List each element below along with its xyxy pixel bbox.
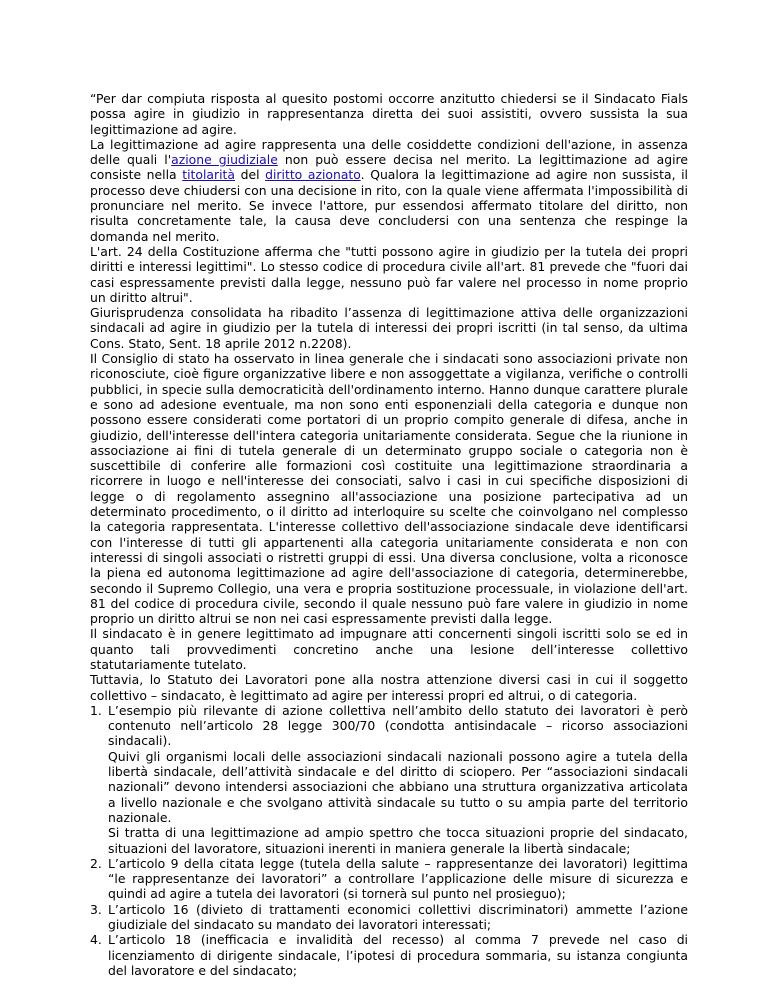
list-item [90, 855, 688, 902]
paragraph-statuto: Tuttavia, lo Statuto dei Lavoratori pone alla nostra attenzione diversi casi in cui il soggetto collettivo – sindacato, è legittimato ad agire per interessi propri ed altrui, o di categoria. [90, 672, 688, 703]
numbered-list [90, 703, 688, 978]
link-titolarita[interactable]: titolarità [182, 167, 235, 183]
list-item-text: L’articolo 16 (divieto di trattamenti economici collettivi discriminatori) ammette l’azione giudiziale del sindacato su mandato dei lavoratori interessati; [108, 901, 688, 933]
list-item [90, 702, 688, 856]
list-number: 3. [90, 901, 102, 917]
document-body [90, 91, 688, 978]
paragraph-consiglio-di-stato: Il Consiglio di stato ha osservato in linea generale che i sindacati sono associazioni private non riconosciute, cioè figure organizzative libere e non assoggettate a vigilanza, verifiche o controlli pubblici, in specie sulla democraticità dell'ordinamento interno. Hanno dunque carattere plurale e sono ad adesione eventuale, ma non sono enti esponenziali della categoria e dunque non possono essere considerati come portatori di un proprio compito generale di difesa, anche in giudizio, dell'interesse dell'intera categoria unitariamente considerata. Segue che la riunione in associazione ai fini di tutela generale di un determinato gruppo sociale o categoria non è suscettibile di conferire alle formazioni così costituite una legittimazione straordinaria a ricorrere in luogo e nell'interesse dei consociati, salvo i casi in cui specifiche disposizioni di legge o di regolamento assegnino all'associazione una posizione partecipativa ad un determinato procedimento, o il diritto ad interloquire su scelte che coinvolgano nel complesso la categoria rappresentata. L'interesse collettivo dell'associazione sindacale deve identificarsi con l'interesse di tutti gli appartenenti alla categoria unitariamente considerata e non con interessi di singoli associati o ristretti gruppi di essi. Una diversa conclusione, volta a riconosce la piena ed autonoma legittimazione ad agire dell'associazione di categoria, determinerebbe, secondo il Supremo Collegio, una vera e propria sostituzione processuale, in violazione dell'art. 81 del codice di procedura civile, secondo il quale nessuno può fare valere in giudizio in nome proprio un diritto altrui se non nei casi espressamente previsti dalla legge. [90, 351, 688, 627]
list-item-text: Quivi gli organismi locali delle associazioni sindacali nazionali possono agire a tutela della libertà sindacale, dell’attività sindacale e del diritto di sciopero. Per “associazioni sindacali nazionali” devono intendersi associazioni che abbiano una struttura organizzativa articolata a livello nazionale e che svolgano attività sindacale su tutto o su ampia parte del territorio nazionale. [108, 748, 688, 825]
paragraph-costituzione: L'art. 24 della Costituzione afferma che "tutti possono agire in giudizio per la tutela dei propri diritti e interessi legittimi". Lo stesso codice di procedura civile all'art. 81 prevede che "fuori dai casi espressamente previsti dalla legge, nessuno può far valere nel processo in nome proprio un diritto altrui". [90, 243, 688, 305]
paragraph-text: La legittimazione ad agire rappresenta una delle cosiddette condizioni dell'azione, in assenza delle quali l' [90, 136, 688, 168]
list-item [90, 932, 688, 978]
list-item-text: L’articolo 18 (inefficacia e invalidità del recesso) al comma 7 prevede nel caso di licenziamento di dirigente sindacale, l’ipotesi di procedura sommaria, su istanza congiunta del lavoratore e del sindacato; [108, 932, 688, 978]
list-item-text: Si tratta di una legittimazione ad ampio spettro che tocca situazioni proprie del sindacato, situazioni del lavoratore, situazioni inerenti in maniera generale la libertà sindacale; [108, 825, 688, 856]
list-number: 4. [90, 932, 102, 948]
paragraph-sindacato: Il sindacato è in genere legittimato ad impugnare atti concernenti singoli iscritti solo se ed in quanto tali provvedimenti concretino anche una lesione dell’interesse collettivo statutariamente tutelato. [90, 626, 688, 672]
paragraph-text: . Qualora la legittimazione ad agire non sussista, il processo deve chiudersi con una decisione in rito, con la quale viene affermata l'impossibilità di pronunciare nel merito. Se invece l'attore, pur essendosi affermato titolare del diritto, non risulta concretamente tale, la causa deve concludersi con una sentenza che respinge la domanda nel merito. [90, 167, 688, 244]
list-item-text: L’articolo 9 della citata legge (tutela della salute – rappresentanze dei lavoratori) legittima “le rappresentanze dei lavoratori” a controllare l’applicazione delle misure di sicurezza e quindi ad agire a tutela dei lavoratori (si tornerà sul punto nel prosieguo); [108, 855, 688, 902]
list-number: 1. [90, 702, 102, 718]
paragraph-legittimazione [90, 137, 688, 244]
paragraph-text: non può essere decisa nel merito. La legittimazione ad agire consiste nella [90, 152, 689, 183]
link-diritto-azionato[interactable]: diritto azionato [265, 167, 361, 183]
link-azione-giudiziale[interactable]: azione giudiziale [171, 152, 278, 168]
paragraph-giurisprudenza: Giurisprudenza consolidata ha ribadito l’assenza di legittimazione attiva delle organizzazioni sindacali ad agire in giudizio per la tutela di interessi dei propri iscritti (in tal senso, da ultima Cons. Stato, Sent. 18 aprile 2012 n.2208). [90, 305, 688, 351]
paragraph-text: del [235, 167, 266, 183]
paragraph-intro: “Per dar compiuta risposta al quesito postomi occorre anzitutto chiedersi se il Sindacato Fials possa agire in giudizio in rappresentanza diretta dei suoi assistiti, ovvero sussista la sua legittimazione ad agire. [90, 91, 688, 137]
list-item-text: L’esempio più rilevante di azione collettiva nell’ambito dello statuto dei lavoratori è però contenuto nell’articolo 28 legge 300/70 (condotta antisindacale – ricorso associazioni sindacali). [108, 702, 688, 749]
list-number: 2. [90, 855, 102, 871]
list-item [90, 901, 688, 933]
